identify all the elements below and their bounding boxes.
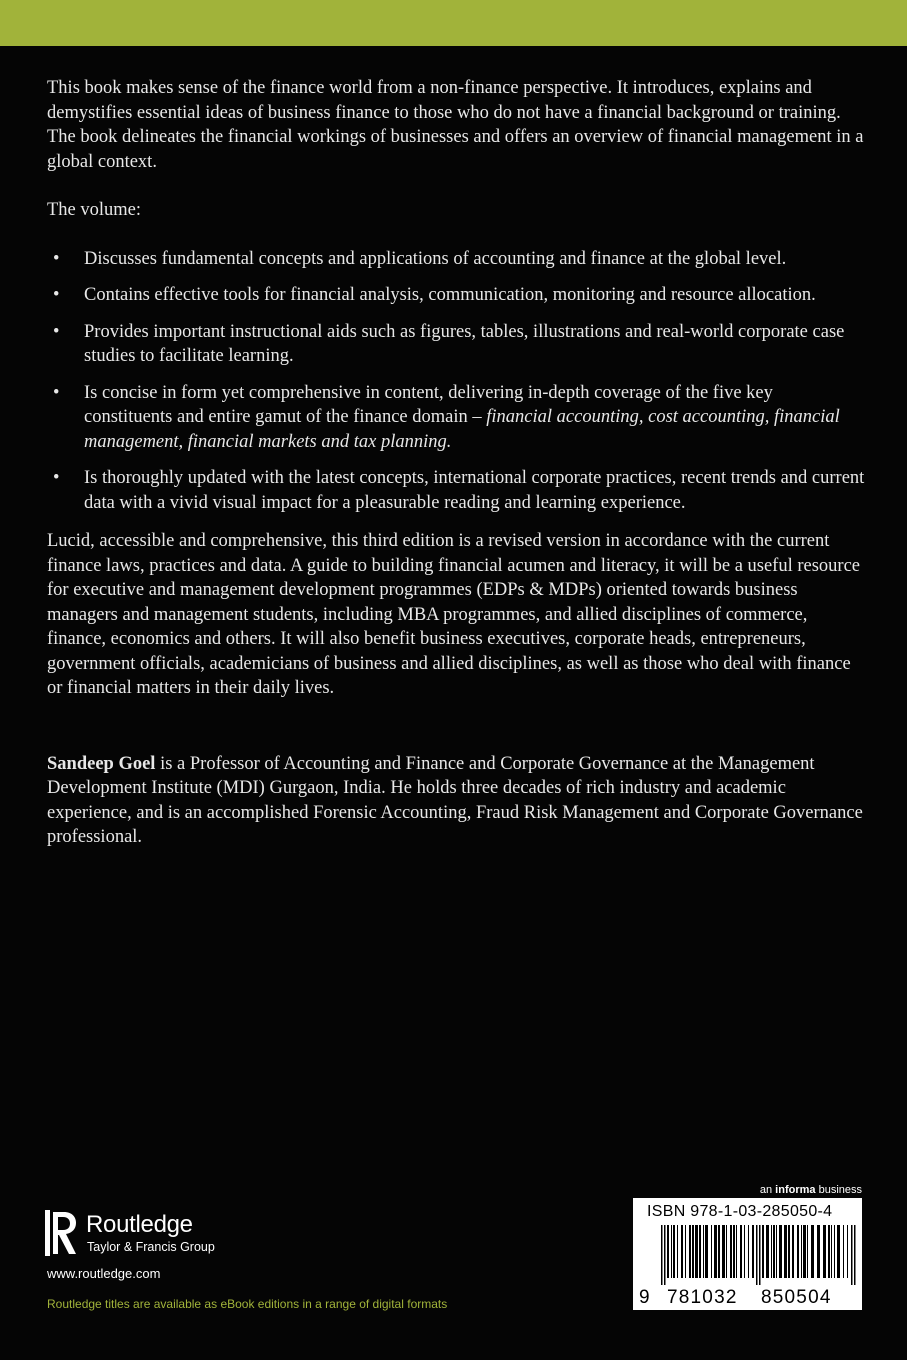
barcode-bar (740, 1225, 742, 1278)
barcode-bar (771, 1225, 772, 1278)
publisher-logo (44, 1208, 304, 1262)
publisher-url: www.routledge.com (47, 1266, 161, 1281)
publisher-name: Routledge (86, 1211, 193, 1238)
barcode-bar (776, 1225, 777, 1278)
barcode-bar (689, 1225, 691, 1278)
barcode-bar (837, 1225, 840, 1278)
barcode-bar (817, 1225, 820, 1278)
barcode-bar (692, 1225, 694, 1278)
barcode-bar (847, 1225, 848, 1278)
barcode-bar (685, 1225, 686, 1278)
barcode-bar (807, 1225, 808, 1278)
barcode-bar (766, 1225, 769, 1278)
barcode-bar (828, 1225, 830, 1278)
routledge-r-icon (44, 1208, 78, 1258)
barcode-bar (797, 1225, 799, 1278)
barcode-bar (733, 1225, 735, 1278)
barcode-bar (726, 1225, 727, 1278)
ebook-note: Routledge titles are available as eBook editions in a range of digital formats (47, 1297, 448, 1311)
barcode-bar (714, 1225, 717, 1278)
barcode-bar (744, 1225, 745, 1278)
isbn-barcode (633, 1198, 862, 1310)
barcode-guard-bar (664, 1225, 666, 1285)
barcode-bar (811, 1225, 814, 1278)
feature-item: • Contains effective tools for financial analysis, communication, monitoring and resource allocation. (47, 283, 865, 308)
barcode-digits-right: 850504 (761, 1287, 832, 1308)
barcode-digits-left: 781032 (667, 1287, 738, 1308)
feature-item: • Provides important instructional aids such as figures, tables, illustrations and real-world corporate case studies to facilitate learning. (47, 320, 865, 369)
barcode-bar (788, 1225, 790, 1278)
barcode-guard-bar (851, 1225, 853, 1285)
barcode-bar (834, 1225, 835, 1278)
barcode-bar (779, 1225, 782, 1278)
intro-paragraph: This book makes sense of the finance world from a non-finance perspective. It introduces, explains and demystifies essential ideas of business finance to those who do not have a financial background or training. The book delineates the financial workings of businesses and offers an overview of financial management in a global context. (47, 78, 864, 172)
barcode-bar (784, 1225, 787, 1278)
feature-item: • Is thoroughly updated with the latest concepts, international corporate practices, recent trends and current data with a vivid visual impact for a pleasurable reading and learning experience. (47, 466, 865, 515)
barcode-guard-bar (661, 1225, 663, 1285)
barcode-bar (673, 1225, 675, 1278)
barcode-bar (792, 1225, 794, 1278)
barcode-bar (681, 1225, 683, 1278)
barcode-bar (703, 1225, 704, 1278)
author-bio (47, 752, 865, 850)
barcode-bar (762, 1225, 764, 1278)
barcode-guard-bar (756, 1225, 758, 1285)
barcode-bar (801, 1225, 802, 1278)
barcode-guard-bar (759, 1225, 761, 1285)
barcode-bar (748, 1225, 749, 1278)
barcode-bar (831, 1225, 832, 1278)
feature-item: • Discusses fundamental concepts and applications of accounting and finance at the global level. (47, 247, 865, 272)
barcode-bar (752, 1225, 754, 1278)
barcode-bar (705, 1225, 708, 1278)
barcode-bar (695, 1225, 698, 1278)
barcode-bar (843, 1225, 844, 1278)
feature-item (47, 381, 865, 455)
barcode-bar (677, 1225, 678, 1278)
volume-label: The volume: (47, 200, 142, 220)
barcode-bar (671, 1225, 672, 1278)
author-name: Sandeep Goel (47, 753, 156, 774)
barcode-bar (667, 1225, 669, 1278)
publisher-group: Taylor & Francis Group (87, 1240, 215, 1254)
barcode-bar (823, 1225, 826, 1278)
summary-paragraph: Lucid, accessible and comprehensive, this third edition is a revised version in accordance with the current finance laws, practices and data. A guide to building financial acumen and literacy, it will be a useful resource for executive and management development programmes (EDPs & MDPs) oriented towards business managers and management students, including MBA programmes, and allied disciplines of commerce, finance, economics and others. It will also benefit business executives, corporate heads, entrepreneurs, government officials, academicians of business and allied disciplines, as well as those who deal with finance or financial matters in their daily lives. (47, 531, 861, 698)
barcode-bar (711, 1225, 712, 1278)
author-bio-text: is a Professor of Accounting and Finance and Corporate Governance at the Management Development Institute (MDI) Gurgaon, India. He holds three decades of rich industry and academic experience, and is an accomplished Forensic Accounting, Fraud Risk Management and Corporate Governance professional. (47, 753, 863, 847)
isbn-label: ISBN 978-1-03-285050-4 (647, 1203, 833, 1220)
feature-item-text: Is concise in form yet comprehensive in content, delivering in-depth coverage of the five key constituents and entire gamut of the finance domain – (84, 382, 773, 427)
informa-label: an informa business (759, 1184, 862, 1196)
barcode-bar (699, 1225, 701, 1278)
barcode-bar (736, 1225, 737, 1278)
barcode-digit-first: 9 (639, 1287, 651, 1308)
top-accent-band (0, 0, 907, 46)
barcode-bar (718, 1225, 720, 1278)
informa-brand: informa (775, 1184, 816, 1196)
barcode-guard-bar (854, 1225, 856, 1285)
feature-item-italic: financial accounting, cost accounting, financial management, financial markets and tax planning. (84, 407, 840, 452)
barcode-bar (803, 1225, 806, 1278)
barcode-bar (773, 1225, 775, 1278)
back-cover-description (47, 76, 865, 850)
barcode-bar (722, 1225, 725, 1278)
feature-list (47, 247, 865, 516)
barcode-bar (730, 1225, 732, 1278)
